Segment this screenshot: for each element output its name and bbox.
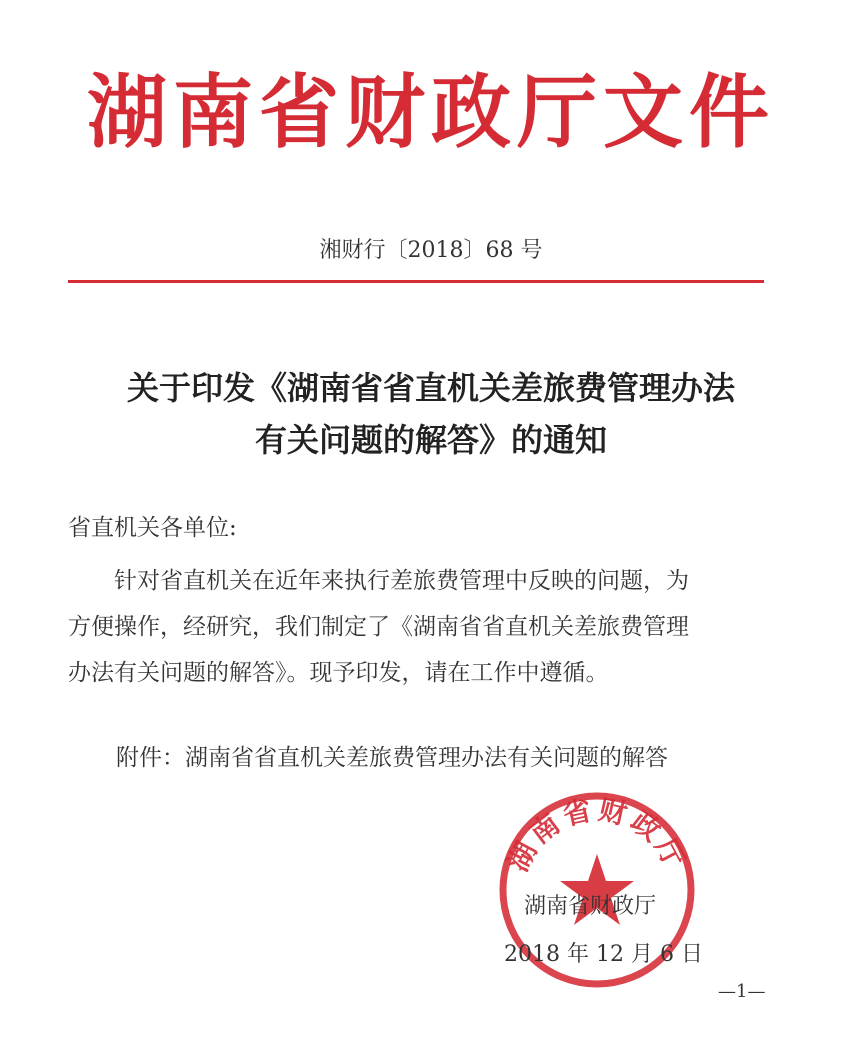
attachment-line: 附件：湖南省省直机关差旅费管理办法有关问题的解答 [116,745,668,771]
document-number: 湘财行〔2018〕68 号 [319,238,543,263]
seal-arc-text: 湖南省财政厅 [501,792,693,877]
body-line-3: 办法有关问题的解答》。现予印发，请在工作中遵循。 [68,660,609,686]
body-line-1: 针对省直机关在近年来执行差旅费管理中反映的问题，为 [114,568,689,594]
issuer-name: 湖南省财政厅 [524,894,657,919]
red-divider-rule [68,280,764,283]
body-line-2: 方便操作，经研究，我们制定了《湖南省省直机关差旅费管理 [68,614,689,640]
page-number: —1— [718,981,766,1002]
notice-title-line-2: 有关问题的解答》的通知 [254,421,607,459]
issue-date: 2018 年 12 月 6 日 [504,942,703,967]
notice-body [68,558,768,696]
document-masthead: 湖南省财政厅文件 [87,66,775,159]
notice-title [0,362,862,466]
addressee: 省直机关各单位: [68,515,237,541]
notice-title-line-1: 关于印发《湖南省省直机关差旅费管理办法 [126,369,735,407]
